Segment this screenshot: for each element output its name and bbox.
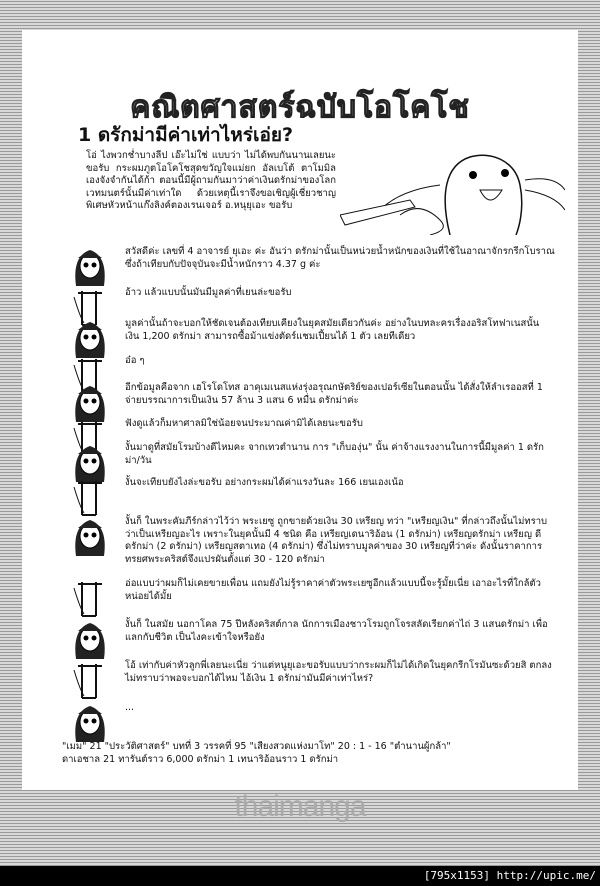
girl-avatar-icon [70,702,110,742]
dialogue-text: งั้นก็ ในพระคัมภีร์กล่าวไว้ว่า พระเยซู ถูกขายด้วยเงิน 30 เหรียญ ทว่า "เหรียญเงิน" ที่กล่าวถึงนั้นไม่ทราบว่าเป็นเหรียญอะไร เพราะในยุคนั้นมี 4 ชนิด คือ เหรียญเดนาริอ้อน (1 ดรักม่า) เหรียญดรักม่า เหรียญ ดีดรักม่า (2 ดรักม่า) เหรียญสตาเทอ (4 ดรักม่า) ซึ่งไม่ทราบมูลค่าของ 30 เหรียญที่ว่าค่ะ ดังนั้นราคาการทรยศพระคริสต์จึงแปรผันตั้งแต่ 30 - 120 ดรักม่า [125,516,548,565]
image-info-bar: [795x1153] http://upic.me/ [0,866,600,886]
section-heading: 1 ดรักม่ามีค่าเท่าไหร่เอ่ย? [78,124,294,146]
dialogue-text: สวัสดีค่ะ เลขที่ 4 อาจารย์ ยุเอะ ค่ะ อันว่า ดรักม่านั้นเป็นหน่วยน้ำหนักของเงินที่ใช้ในอาณาจักรกรีกโบราณ ซึ่งถ้าเทียบกับปัจจุบันจะมีน้ำหนักราว 4.37 g ค่ะ [125,246,555,270]
footnote-line: ดาเอชาล 21 ทารันต์ราว 6,000 ดรักม่า 1 เทนาริอ้อนราว 1 ดรักม่า [62,754,339,765]
dialogue-text: อ๋อ ๆ [125,355,145,366]
dialogue-text: งั้นก็ ในสมัย นอกาโคล 75 ปีหลังคริสต์กาล นักการเมืองชาวโรมถูกโจรสลัดเรียกค่าไถ่ 3 แสนดรักม่า เพื่อแลกกับชีวิต เป็นไงคะเข้าใจหรือยัง [125,619,548,643]
girl-avatar-icon [70,442,110,482]
girl-avatar-icon [70,318,110,358]
dialogue-text: งั้นมาดูที่สมัยโรมบ้างดีไหมคะ จากเทวตำนาน การ "เก็บองุ่น" นั้น ค่าจ้างแรงงานในการนี้มีมูลค่า 1 ดรักม่า/วัน [125,442,544,466]
dialogue-text: อีกข้อมูลคือจาก เฮโรโดโทส อาคุเมเนสแห่งรุ่งอรุณกษัตริย์ของเปอร์เซียในตอนนั้น ได้สั่งให้ลำเรออสที่ 1 จ่ายบรรณาการเป็นเงิน 57 ล้าน 3 แสน 6 หมื่น ดรักม่าค่ะ [125,382,543,406]
dialogue-text: โอ้ เท่ากับค่าหัวลูกพี่เลยนะเนี่ย ว่าแต่หนูยุเอะขอรับแบบว่ากระผมก็ไม่ได้เกิดในยุคกรีกโรมันซะด้วยสิ ตกลงไม่ทราบว่าพอจะบอกได้ไหม ไอ้เงิน 1 ดรักม่ามันมีค่าเท่าไหร่? [125,660,552,684]
girl-avatar-icon [70,516,110,556]
dialogue-text: อ้าว แล้วแบบนั้นมันมีมูลค่าที่เยนล่ะขอรับ [125,287,292,298]
footnote-line: "เมม" 21 "ประวัติศาสตร์" บทที่ 3 วรรคที่ 95 "เสียงสวดแห่งมาโท" 20 : 1 - 16 "ตำนานผู้กล้า" [62,741,451,752]
dialogue-text: มูลค่านั้นถ้าจะบอกให้ชัดเจนต้องเทียบเคียงในยุคสมัยเดียวกันค่ะ อย่างในบทละครเรื่องอริสโทฟาเนสนั้น เงิน 1,200 ดรักม่า สามารถซื้อม้าแข่งตัดร์แชมเปี้ยนได้ 1 ตัว เลยทีเดียว [125,318,540,342]
watermark: thaimanga [234,790,366,823]
footnote [62,740,562,766]
girl-avatar-icon [70,382,110,422]
dialogue-text: ... [125,702,135,713]
girl-avatar-icon [70,619,110,659]
mascot-avatar-icon [70,660,110,700]
mascot-avatar-icon [70,477,110,517]
dialogue-text: อ่อแบบว่าผมก็ไม่เคยขายเพื่อน แถมยังไม่รู้ราคาค่าตัวพระเยซูอีกแล้วแบบนี้จะรู้มั้ยเนี่ย เอาอะไรที่ใกล้ตัวหน่อยได้มั้ย [125,578,542,602]
dialogue-text: ฟังดูแล้วก็มหาศาลมิใช่น้อยจนประมาณค่ามิได้เลยนะขอรับ [125,418,363,429]
dialogue-text: งั้นจะเทียบยังไงล่ะขอรับ อย่างกระผมได้ค่าแรงวันละ 166 เยนเองเน้อ [125,477,404,488]
page-title: คณิตศาสตร์ฉบับโอโคโช [130,90,470,125]
mascot-avatar-icon [70,578,110,618]
mascot-illustration [340,135,565,235]
girl-avatar-icon [70,246,110,286]
intro-paragraph: โอ่ ไงพวกช่ำบางลีป เอ๊ะไม่ใช่ แบบว่า ไม่ได้พบกันนานเลยนะขอรับ กระผมภูตโอโคโชสุดขวัญใจแม่ยก อัลเบโต้ ตาโมมิล เองจังจำกันได้ก้า ตอนนี้มีผู้ถามกันมาว่าค่าเงินดรักม่าของโลกเวทมนตร์นั้นมีค่าเท่าใด ด้วยเหตุนี้เราจึงขอเชิญผู้เชี่ยวชาญพิเศษหัวหน้าแก๊งลิงค์ตองเรนเจอร์ อ.หนุยุเอะ ขอรับ [86,150,336,211]
